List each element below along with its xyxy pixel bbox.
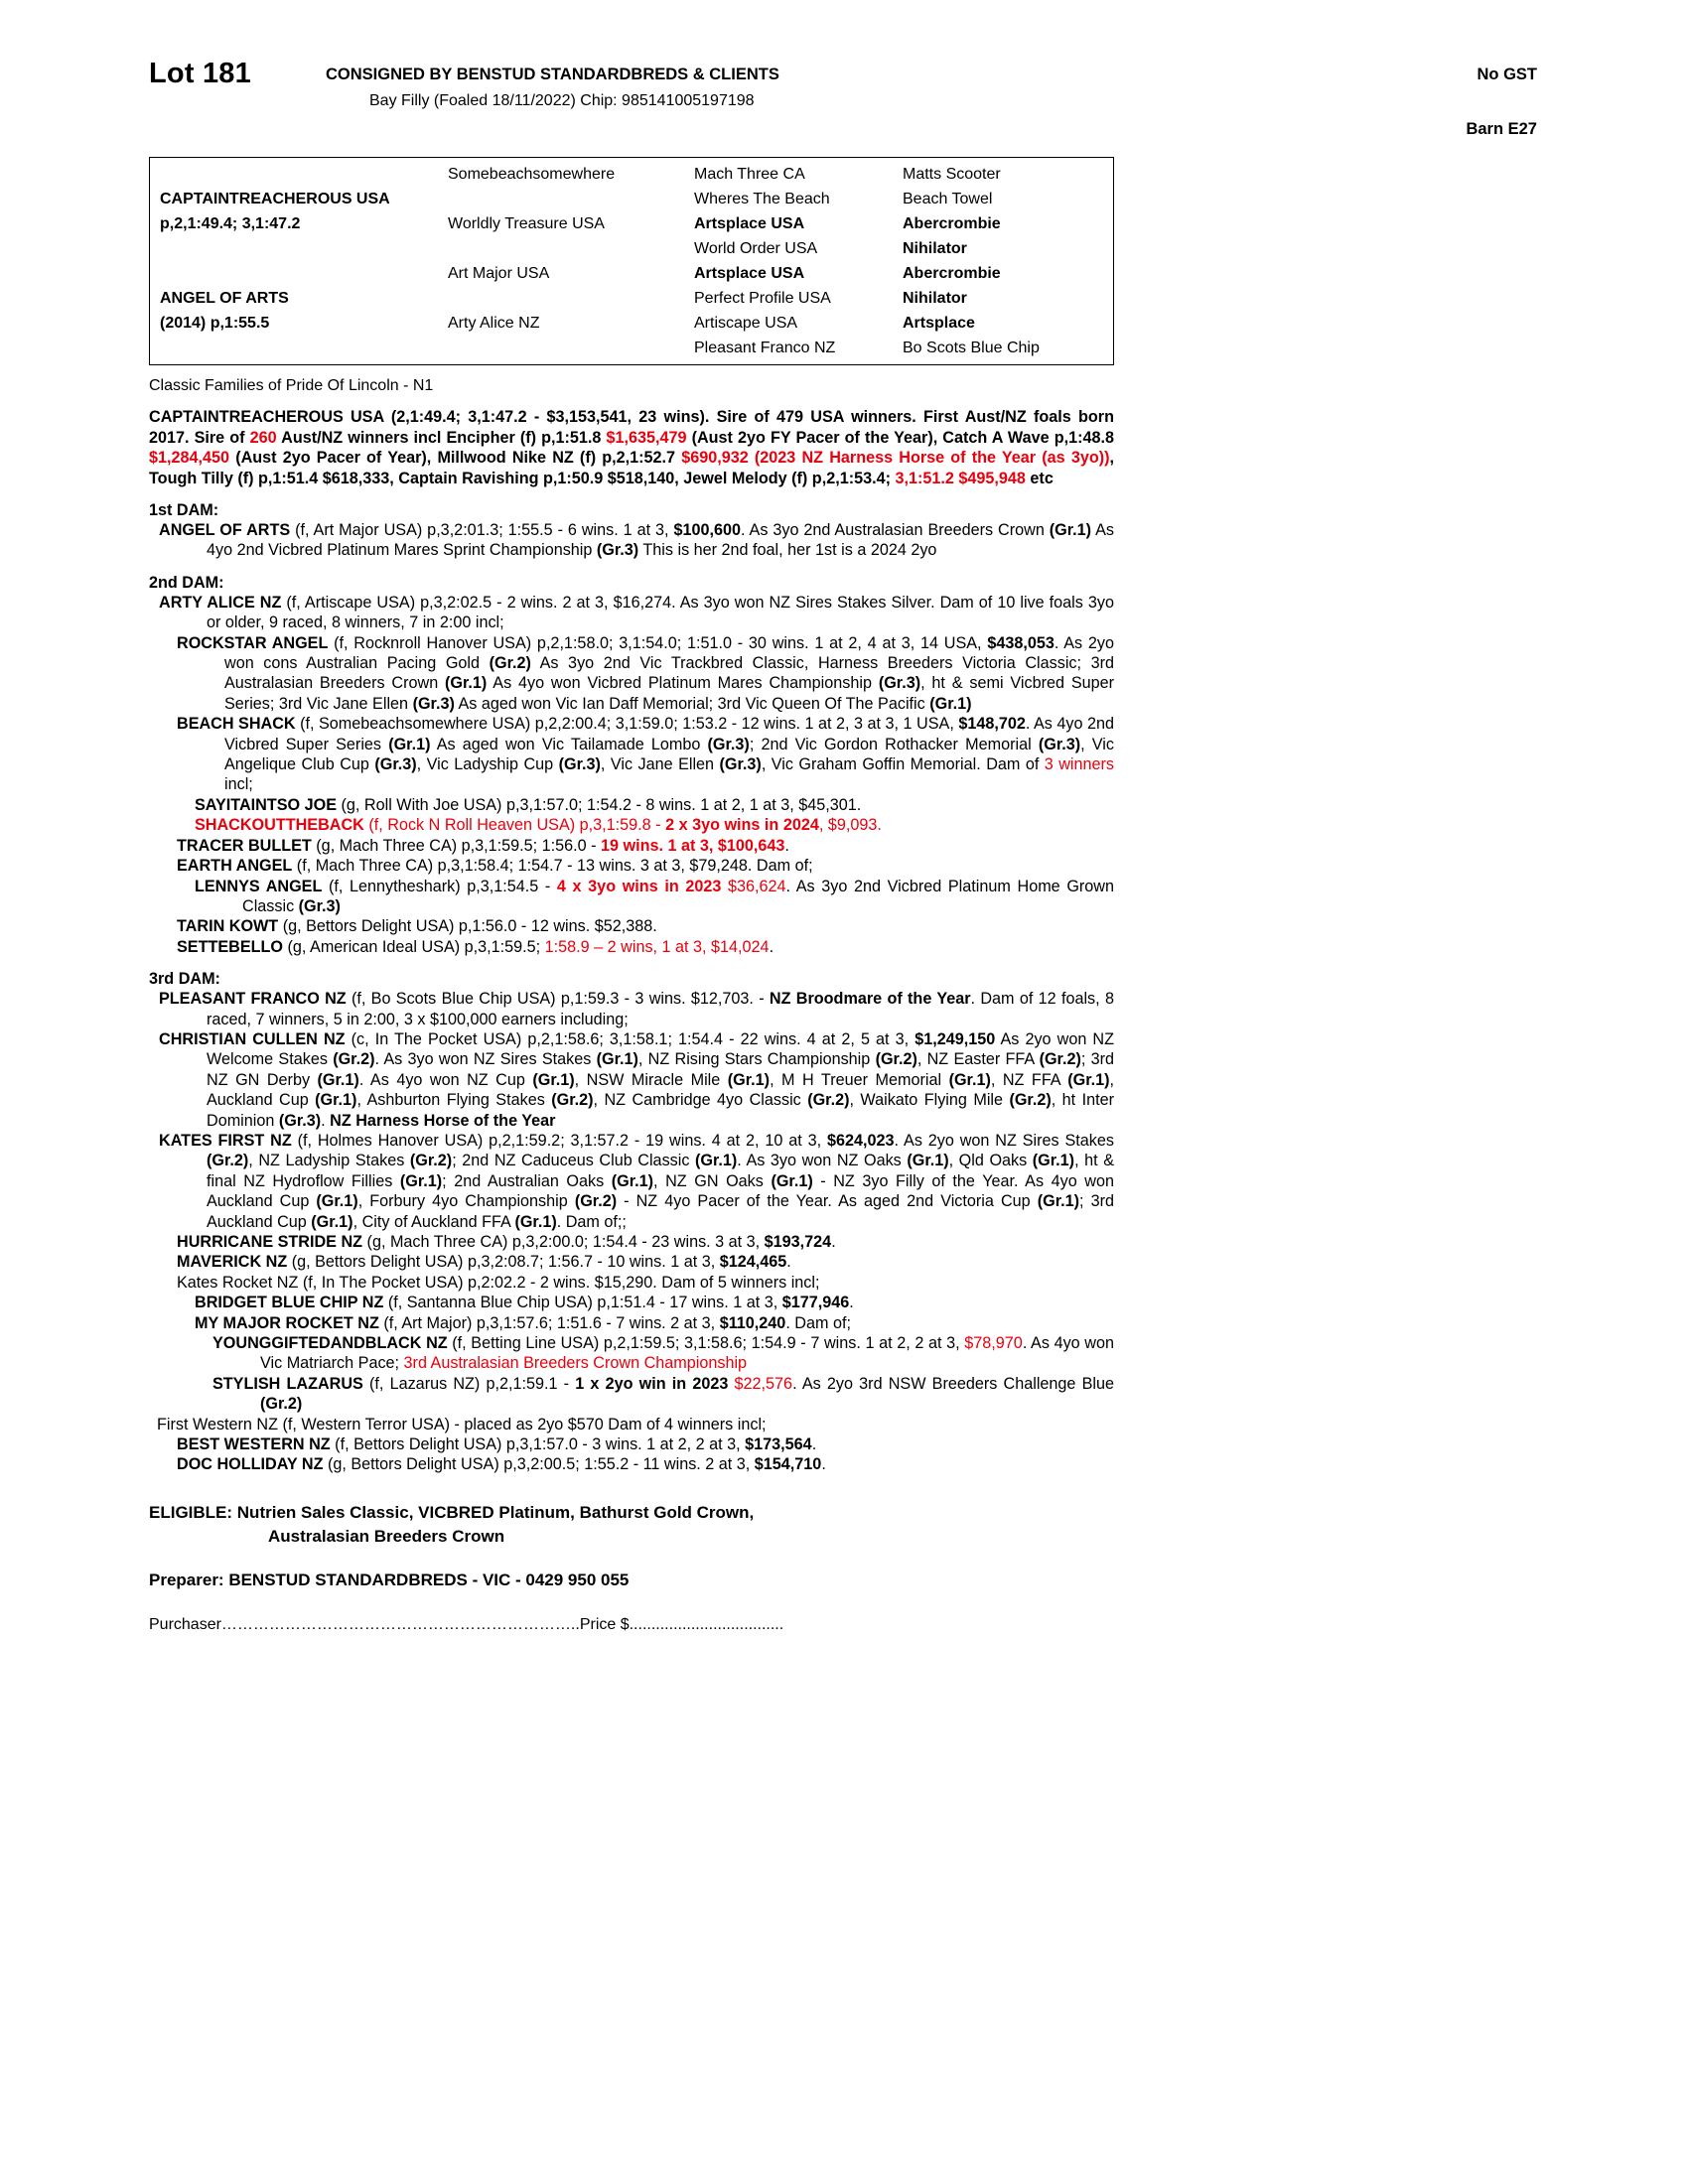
body-text: . <box>769 937 774 956</box>
emphasis-text: BEST WESTERN NZ <box>177 1435 331 1454</box>
emphasis-text: (Gr.1) <box>514 1212 557 1231</box>
pedigree-row <box>150 187 1113 211</box>
body-text: ; 2nd Australian Oaks <box>442 1171 612 1190</box>
pedigree-cell: Artsplace <box>903 315 975 332</box>
emphasis-text: NZ Harness Horse of the Year <box>330 1111 556 1130</box>
body-text: . Dam of; <box>785 1313 851 1332</box>
pedigree-cell: Mach Three CA <box>694 166 805 183</box>
emphasis-text: (Gr.1) <box>311 1212 353 1231</box>
emphasis-text: ROCKSTAR ANGEL <box>177 633 329 652</box>
body-text: (f, Betting Line USA) p,2,1:59.5; 3,1:58.6; 1:54.9 - 7 wins. 1 at 2, 2 at 3, <box>447 1334 965 1353</box>
body-text: . As 4yo 2nd Vicbred Super Series <box>224 715 1114 753</box>
emphasis-text: $154,710 <box>754 1455 822 1474</box>
body-text: , ht Inter Dominion <box>207 1091 1114 1130</box>
body-text: ; 3rd NZ GN Derby <box>207 1050 1115 1089</box>
body-text: . Dam of 12 foals, 8 raced, 7 winners, 5 in 2:00, 3 x $100,000 earners including; <box>207 990 1114 1028</box>
pedigree-cell: Arty Alice NZ <box>448 315 540 332</box>
highlight-text: 3,1:51.2 $495,948 <box>895 469 1026 487</box>
pedigree-entry <box>149 520 1114 561</box>
pedigree-cell: Nihilator <box>903 290 967 307</box>
body-text: . As 2yo 3rd NSW Breeders Challenge Blue <box>792 1374 1114 1393</box>
body-text: (f, Somebeachsomewhere USA) p,2,2:00.4; 3,1:59.0; 1:53.2 - 12 wins. 1 at 2, 3 at 3, 1 USA, <box>295 715 959 734</box>
emphasis-text: (Gr.1) <box>445 674 488 693</box>
body-text: (c, In The Pocket USA) p,2,1:58.6; 3,1:58.1; 1:54.4 - 22 wins. 4 at 2, 5 at 3, <box>345 1029 915 1048</box>
highlight-text: 3rd Australasian Breeders Crown Championship <box>403 1354 748 1373</box>
body-text: (g, Mach Three CA) p,3,2:00.0; 1:54.4 - 23 wins. 3 at 3, <box>362 1233 765 1251</box>
pedigree-entry <box>149 836 1114 856</box>
pedigree-entry <box>149 795 1114 815</box>
body-text: (f, Artiscape USA) p,3,2:02.5 - 2 wins. 2 at 3, $16,274. As 3yo won NZ Sires Stakes Silver. Dam of 10 live foals 3yo or older, 9 raced, 8 winners, 7 in 2:00 incl; <box>207 593 1114 632</box>
body-text: (g, Roll With Joe USA) p,3,1:57.0; 1:54.2 - 8 wins. 1 at 2, 1 at 3, $45,301. <box>337 795 862 814</box>
emphasis-text: KATES FIRST NZ <box>159 1131 292 1150</box>
emphasis-text: (Gr.1) <box>948 1070 991 1089</box>
highlight-text: 260 <box>249 428 277 447</box>
pedigree-entry <box>149 1252 1114 1272</box>
emphasis-text: (Gr.1) <box>1049 521 1092 539</box>
body-text: - NZ 4yo Pacer of the Year. As aged 2nd Victoria Cup <box>617 1192 1038 1211</box>
body-text: (f, Bettors Delight USA) p,3,1:57.0 - 3 wins. 1 at 2, 2 at 3, <box>330 1435 746 1454</box>
emphasis-text: PLEASANT FRANCO NZ <box>159 990 347 1009</box>
body-text: (f, Art Major USA) p,3,2:01.3; 1:55.5 - 6 wins. 1 at 3, <box>290 521 674 539</box>
pedigree-entry <box>149 1029 1114 1131</box>
emphasis-text: (Gr.3) <box>558 755 601 774</box>
body-text: . As 3yo won NZ Oaks <box>737 1152 908 1170</box>
page-header <box>149 52 1539 147</box>
emphasis-text: $624,023 <box>827 1131 895 1150</box>
sire-summary <box>149 407 1114 488</box>
pedigree-cell: (2014) p,1:55.5 <box>160 315 270 332</box>
body-text: . As 3yo 2nd Vicbred Platinum Home Grown Classic <box>242 877 1114 915</box>
emphasis-text: (Gr.1) <box>907 1152 949 1170</box>
emphasis-text: (Gr.2) <box>574 1192 618 1211</box>
body-text: As aged won Vic Ian Daff Memorial; 3rd Vic Queen Of The Pacific <box>454 694 930 713</box>
pedigree-cell: World Order USA <box>694 240 818 257</box>
pedigree-row <box>150 162 1113 187</box>
pedigree-cell: Artsplace USA <box>694 265 805 282</box>
pedigree-entry <box>149 1273 1114 1293</box>
highlight-text: $78,970 <box>964 1334 1023 1353</box>
pedigree-cell: Somebeachsomewhere <box>448 166 616 183</box>
pedigree-cell: Worldly Treasure USA <box>448 215 605 232</box>
pedigree-entry <box>149 714 1114 795</box>
emphasis-text: (Gr.1) <box>316 1192 358 1211</box>
body-text: . <box>784 836 789 855</box>
pedigree-cell: Pleasant Franco NZ <box>694 340 836 356</box>
barn-number: Barn E27 <box>1466 120 1537 138</box>
emphasis-text: (Gr.3) <box>596 541 639 560</box>
emphasis-text: YOUNGGIFTEDANDBLACK NZ <box>212 1334 448 1353</box>
emphasis-text: (Gr.2) <box>551 1091 594 1110</box>
body-text: . <box>821 1455 826 1474</box>
body-text: . As 2yo won cons Australian Pacing Gold <box>224 633 1114 673</box>
pedigree-cell: Art Major USA <box>448 265 550 282</box>
body-text: , Auckland Cup <box>207 1070 1114 1110</box>
emphasis-text: MAVERICK NZ <box>177 1253 288 1272</box>
body-text: (g, Bettors Delight USA) p,3,2:00.5; 1:55.2 - 11 wins. 2 at 3, <box>323 1455 755 1474</box>
body-text: , Tough Tilly (f) p,1:51.4 $618,333, Captain Ravishing p,1:50.9 $518,140, Jewel Melody (f) p,2,1:53.4; <box>149 449 1114 487</box>
body-text: ; 2nd NZ Caduceus Club Classic <box>452 1152 696 1170</box>
body-text: , M H Treuer Memorial <box>770 1070 949 1089</box>
pedigree-cell: CAPTAINTREACHEROUS USA <box>160 191 390 207</box>
body-text: , Vic Graham Goffin Memorial. Dam of <box>761 755 1045 774</box>
dam-heading: 2nd DAM: <box>149 573 224 592</box>
pedigree-entry <box>149 937 1114 957</box>
pedigree-entry <box>149 1293 1114 1312</box>
body-text: - NZ 3yo Filly of the Year. As 4yo won Auckland Cup <box>207 1171 1114 1211</box>
body-text: . As 3yo won NZ Sires Stakes <box>374 1050 597 1069</box>
emphasis-text: (Gr.1) <box>1067 1070 1110 1089</box>
emphasis-text: (Gr.3) <box>298 896 341 915</box>
body-text: (g, Bettors Delight USA) p,1:56.0 - 12 wins. $52,388. <box>278 917 657 936</box>
body-text: , NZ Cambridge 4yo Classic <box>593 1091 808 1110</box>
pedigree-row <box>150 286 1113 311</box>
body-text: Aust/NZ winners incl Encipher (f) p,1:51.8 <box>276 428 607 447</box>
body-text: (g, Mach Three CA) p,3,1:59.5; 1:56.0 - <box>311 836 602 855</box>
highlight-text: $22,576 <box>728 1374 793 1393</box>
body-text: . Dam of;; <box>556 1212 627 1231</box>
body-text: (f, Lennytheshark) p,3,1:54.5 - <box>322 877 557 895</box>
emphasis-text: $438,053 <box>987 633 1055 652</box>
eligible-block <box>149 1501 1043 1549</box>
emphasis-text: (Gr.1) <box>1037 1192 1079 1211</box>
body-text: , Vic Ladyship Cup <box>416 755 559 774</box>
pedigree-entry <box>149 815 1114 835</box>
consignor-line: CONSIGNED BY BENSTUD STANDARDBREDS & CLIENTS <box>326 66 779 83</box>
body-text: As 4yo won Vicbred Platinum Mares Championship <box>487 674 879 693</box>
emphasis-text: (Gr.1) <box>399 1171 443 1190</box>
pedigree-row <box>150 261 1113 286</box>
emphasis-text: SETTEBELLO <box>177 937 284 956</box>
emphasis-text: CHRISTIAN CULLEN NZ <box>159 1029 346 1048</box>
body-text: , Vic Jane Ellen <box>600 755 720 774</box>
emphasis-text: TRACER BULLET <box>177 836 312 855</box>
body-text: As 2yo won NZ Welcome Stakes <box>207 1029 1114 1069</box>
emphasis-text: (Gr.2) <box>489 654 531 673</box>
body-text: As 4yo 2nd Vicbred Platinum Mares Sprint Championship <box>207 521 1114 560</box>
pedigree-cell: Wheres The Beach <box>694 191 830 207</box>
dam-heading: 3rd DAM: <box>149 970 220 989</box>
highlight-text: $690,932 (2023 NZ Harness Horse of the Year (as 3yo)) <box>681 449 1110 467</box>
emphasis-text: (Gr.1) <box>317 1070 359 1089</box>
body-text: (f, Bo Scots Blue Chip USA) p,1:59.3 - 3 wins. $12,703. - <box>346 990 770 1009</box>
emphasis-text: (Gr.3) <box>278 1111 322 1130</box>
body-text: (g, Bettors Delight USA) p,3,2:08.7; 1:56.7 - 10 wins. 1 at 3, <box>287 1253 720 1272</box>
body-text: ; 2nd Vic Gordon Rothacker Memorial <box>749 735 1039 753</box>
body-text: As 3yo 2nd Vic Trackbred Classic, Harness Breeders Victoria Classic; 3rd Australasian Breeders Crown <box>224 654 1114 693</box>
body-text: . <box>831 1233 836 1251</box>
emphasis-text: $100,600 <box>673 521 741 539</box>
pedigree-cell: Bo Scots Blue Chip <box>903 340 1040 356</box>
purchaser-line: Purchaser…………………………………………………………..Price $................................... <box>149 1615 784 1633</box>
emphasis-text: EARTH ANGEL <box>177 857 293 876</box>
pedigree-entry <box>149 916 1114 936</box>
body-text: First Western NZ (f, Western Terror USA) - placed as 2yo $570 Dam of 4 winners incl; <box>157 1415 767 1433</box>
pedigree-entry <box>149 877 1114 917</box>
body-text: (f, Rocknroll Hanover USA) p,2,1:58.0; 3,1:54.0; 1:51.0 - 30 wins. 1 at 2, 4 at 3, 14 USA, <box>328 633 988 652</box>
body-text: , ht & semi Vicbred Super Series; 3rd Vic Jane Ellen <box>224 674 1115 713</box>
emphasis-text: (Gr.2) <box>1039 1050 1081 1069</box>
emphasis-text: (Gr.1) <box>611 1171 654 1190</box>
pedigree-entry <box>149 1454 1114 1474</box>
emphasis-text: (Gr.1) <box>771 1171 813 1190</box>
body-text: . As 4yo won NZ Cup <box>358 1070 533 1089</box>
pedigree-entry <box>149 989 1114 1029</box>
body-text: . As 4yo won Vic Matriarch Pace; <box>260 1334 1115 1373</box>
body-text: (g, American Ideal USA) p,3,1:59.5; <box>283 937 545 956</box>
emphasis-text: DOC HOLLIDAY NZ <box>177 1455 324 1474</box>
emphasis-text: (Gr.1) <box>532 1070 575 1089</box>
body-text: CAPTAINTREACHEROUS USA (2,1:49.4; 3,1:47.2 - $3,153,541, 23 wins). Sire of 479 USA winners. First Aust/NZ foals born 2017. Sire of <box>149 408 1114 447</box>
body-text: ; 3rd Auckland Cup <box>207 1192 1114 1231</box>
highlight-text: 19 wins. 1 at 3, $100,643 <box>601 836 785 855</box>
pedigree-entry <box>149 1333 1114 1374</box>
gst-status: No GST <box>1477 66 1537 83</box>
highlight-text: 1:58.9 – 2 wins, 1 at 3, $14,024 <box>544 937 770 956</box>
emphasis-text: ARTY ALICE NZ <box>159 593 282 612</box>
body-text: (f, Santanna Blue Chip USA) p,1:51.4 - 17 wins. 1 at 3, <box>383 1294 782 1312</box>
emphasis-text: $193,724 <box>764 1233 832 1251</box>
body-text: (f, Art Major) p,3,1:57.6; 1:51.6 - 7 wins. 2 at 3, <box>378 1313 720 1332</box>
body-text: , NZ Rising Stars Championship <box>637 1050 876 1069</box>
highlight-text: 4 x 3yo wins in 2023 <box>556 877 722 895</box>
emphasis-text: $1,249,150 <box>914 1029 996 1048</box>
body-text: , Ashburton Flying Stakes <box>356 1091 552 1110</box>
emphasis-text: (Gr.1) <box>1032 1152 1075 1170</box>
pedigree-cell: Abercrombie <box>903 215 1001 232</box>
pedigree-cell: Artsplace USA <box>694 215 805 232</box>
emphasis-text: MY MAJOR ROCKET NZ <box>195 1313 379 1332</box>
emphasis-text: $110,240 <box>719 1313 786 1332</box>
pedigree-row <box>150 211 1113 236</box>
body-text: (f, Holmes Hanover USA) p,2,1:59.2; 3,1:57.2 - 19 wins. 4 at 2, 10 at 3, <box>291 1131 828 1150</box>
emphasis-text: (Gr.3) <box>878 674 921 693</box>
body-text: . <box>786 1253 791 1272</box>
body-text: . As 2yo won NZ Sires Stakes <box>894 1131 1114 1150</box>
pedigree-cell: Nihilator <box>903 240 967 257</box>
body-text: , NZ Ladyship Stakes <box>248 1152 410 1170</box>
pedigree-entry <box>149 1232 1114 1252</box>
pedigree-table <box>149 157 1114 365</box>
body-text: , Waikato Flying Mile <box>849 1091 1010 1110</box>
body-text: . <box>321 1111 331 1130</box>
highlight-text: $36,624 <box>721 877 786 895</box>
pedigree-cell: Artiscape USA <box>694 315 798 332</box>
pedigree-entry <box>149 593 1114 633</box>
emphasis-text: (Gr.2) <box>409 1152 453 1170</box>
body-text: , NZ Easter FFA <box>916 1050 1040 1069</box>
body-text: etc <box>1025 469 1054 487</box>
dam-sections <box>149 501 1539 1475</box>
body-text: incl; <box>224 775 253 794</box>
emphasis-text: ANGEL OF ARTS <box>159 521 291 539</box>
pedigree-entry <box>149 856 1114 876</box>
pedigree-entry <box>149 633 1114 715</box>
body-text: (Aust 2yo FY Pacer of the Year), Catch A Wave p,1:48.8 <box>686 428 1114 447</box>
body-text: , City of Auckland FFA <box>352 1212 515 1231</box>
emphasis-text: (Gr.2) <box>260 1395 303 1414</box>
emphasis-text: (Gr.2) <box>807 1091 850 1110</box>
pedigree-entry <box>149 1374 1114 1415</box>
highlight-text: SHACKOUTTHEBACK <box>195 816 364 835</box>
body-text: . <box>811 1435 817 1454</box>
emphasis-text: HURRICANE STRIDE NZ <box>177 1233 363 1251</box>
horse-description: Bay Filly (Foaled 18/11/2022) Chip: 985141005197198 <box>369 92 755 109</box>
emphasis-text: $148,702 <box>958 715 1026 734</box>
body-text: , ht & final NZ Hydroflow Fillies <box>207 1152 1115 1190</box>
emphasis-text: BEACH SHACK <box>177 715 296 734</box>
emphasis-text: (Gr.1) <box>315 1091 357 1110</box>
emphasis-text: STYLISH LAZARUS <box>212 1374 363 1393</box>
emphasis-text: (Gr.2) <box>875 1050 917 1069</box>
preparer-line: Preparer: BENSTUD STANDARDBREDS - VIC - 0429 950 055 <box>149 1570 630 1589</box>
eligible-line-2: Australasian Breeders Crown <box>268 1526 505 1546</box>
emphasis-text: (Gr.1) <box>388 735 431 753</box>
body-text: , NZ FFA <box>990 1070 1068 1089</box>
dam-heading: 1st DAM: <box>149 501 219 519</box>
pedigree-cell: Abercrombie <box>903 265 1001 282</box>
body-text: . As 3yo 2nd Australasian Breeders Crown <box>740 521 1050 539</box>
body-text: , Forbury 4yo Championship <box>357 1192 575 1211</box>
pedigree-row <box>150 236 1113 261</box>
pedigree-row <box>150 311 1113 336</box>
pedigree-cell: Matts Scooter <box>903 166 1001 183</box>
emphasis-text: (Gr.1) <box>596 1050 638 1069</box>
emphasis-text: LENNYS ANGEL <box>195 877 323 895</box>
eligible-line-1: ELIGIBLE: Nutrien Sales Classic, VICBRED Platinum, Bathurst Gold Crown, <box>149 1502 755 1522</box>
emphasis-text: (Gr.1) <box>727 1070 771 1089</box>
emphasis-text: (Gr.3) <box>707 735 750 753</box>
lot-number: Lot 181 <box>149 58 251 89</box>
pedigree-cell: Perfect Profile USA <box>694 290 831 307</box>
emphasis-text: (Gr.3) <box>374 755 417 774</box>
pedigree-cell: Beach Towel <box>903 191 993 207</box>
body-text: (Aust 2yo Pacer of Year), Millwood Nike NZ (f) p,2,1:52.7 <box>229 449 682 467</box>
body-text: This is her 2nd foal, her 1st is a 2024 2yo <box>638 541 937 560</box>
emphasis-text: (Gr.2) <box>333 1050 375 1069</box>
highlight-text: (f, Rock N Roll Heaven USA) p,3,1:59.8 - <box>363 816 666 835</box>
body-text: , Vic Angelique Club Cup <box>224 735 1114 774</box>
emphasis-text: (Gr.2) <box>1009 1091 1052 1110</box>
body-text: (f, Mach Three CA) p,3,1:58.4; 1:54.7 - 13 wins. 3 at 3, $79,248. Dam of; <box>292 857 813 876</box>
pedigree-cell: ANGEL OF ARTS <box>160 290 289 307</box>
emphasis-text: (Gr.1) <box>695 1152 738 1170</box>
emphasis-text: (Gr.3) <box>1038 735 1081 753</box>
pedigree-entry <box>149 1415 1114 1434</box>
emphasis-text: (Gr.2) <box>207 1152 249 1170</box>
highlight-text: $1,635,479 <box>606 428 687 447</box>
emphasis-text: SAYITAINTSO JOE <box>195 795 338 814</box>
emphasis-text: $177,946 <box>781 1294 850 1312</box>
emphasis-text: 1 x 2yo win in 2023 <box>575 1374 729 1393</box>
pedigree-cell: p,2,1:49.4; 3,1:47.2 <box>160 215 301 232</box>
body-text: (f, Lazarus NZ) p,2,1:59.1 - <box>362 1374 576 1393</box>
classic-families: Classic Families of Pride Of Lincoln - N1 <box>149 377 434 394</box>
body-text: . <box>849 1294 854 1312</box>
body-text: , NSW Miracle Mile <box>574 1070 728 1089</box>
pedigree-entry <box>149 1131 1114 1232</box>
emphasis-text: TARIN KOWT <box>177 917 279 936</box>
emphasis-text: (Gr.3) <box>412 694 455 713</box>
body-text: , NZ GN Oaks <box>653 1171 772 1190</box>
body-text: , Qld Oaks <box>948 1152 1033 1170</box>
body-text: Kates Rocket NZ (f, In The Pocket USA) p,2:02.2 - 2 wins. $15,290. Dam of 5 winners incl; <box>177 1273 820 1292</box>
emphasis-text: (Gr.3) <box>719 755 762 774</box>
highlight-text: 3 winners <box>1044 755 1115 774</box>
highlight-text: 2 x 3yo wins in 2024 <box>665 816 819 835</box>
pedigree-row <box>150 336 1113 360</box>
emphasis-text: $124,465 <box>719 1253 787 1272</box>
pedigree-entry <box>149 1313 1114 1333</box>
pedigree-entry <box>149 1434 1114 1454</box>
emphasis-text: BRIDGET BLUE CHIP NZ <box>195 1294 384 1312</box>
highlight-text: , $9,093. <box>818 816 882 835</box>
emphasis-text: NZ Broodmare of the Year <box>769 990 971 1009</box>
emphasis-text: (Gr.1) <box>929 694 972 713</box>
highlight-text: $1,284,450 <box>149 449 230 467</box>
body-text: As aged won Vic Tailamade Lombo <box>430 735 708 753</box>
emphasis-text: $173,564 <box>745 1435 812 1454</box>
